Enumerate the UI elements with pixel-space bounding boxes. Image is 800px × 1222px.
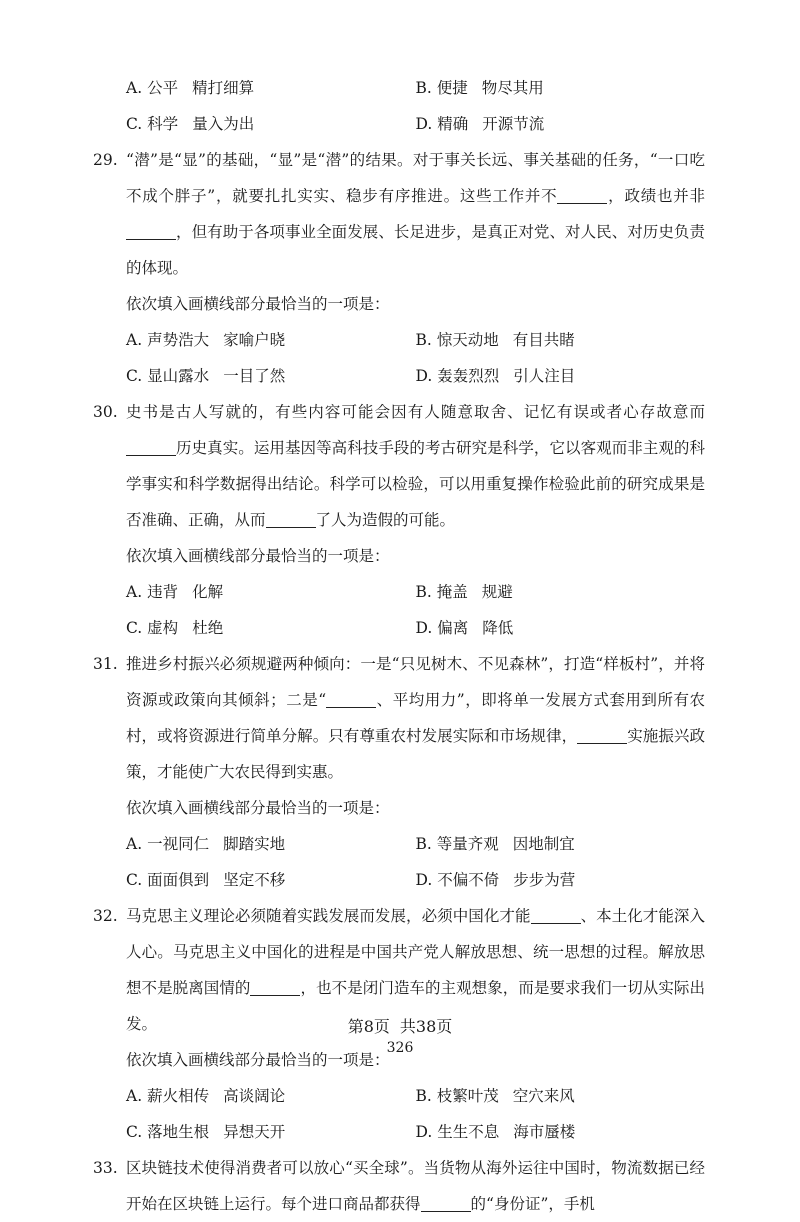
option-row	[93, 862, 705, 898]
page-indicator: 第8页	[347, 1017, 390, 1036]
question-number: 30.	[93, 403, 118, 421]
option-d: D. 精确 开源节流	[415, 115, 545, 133]
option-d: D. 轰轰烈烈 引人注目	[415, 367, 576, 385]
question-text: 推进乡村振兴必须规避两种倾向：一是“只见树木、不见森林”，打造“样板村”，并将资源或政策向其倾斜；二是“ 、平均用力”，即将单一发展方式套用到所有农村，或将资源进行简单分解。只有尊重农村发展实际和市场规律， 实施振兴政策，才能使广大农民得到实惠。	[126, 655, 705, 781]
page-footer	[0, 1014, 800, 1037]
option-row	[93, 106, 705, 142]
fill-blank	[126, 440, 176, 457]
question-text: 马克思主义理论必须随着实践发展而发展，必须中国化才能 、本土化才能深入人心。马克思主义中国化的进程是中国共产党人解放思想、统一思想的过程。解放思想不是脱离国情的 ，也不是闭门造车的主观想象，而是要求我们一切从实际出发。	[126, 907, 705, 1033]
option-c: C. 落地生根 异想天开	[126, 1123, 286, 1141]
option-b: B. 便捷 物尽其用	[415, 79, 544, 97]
option-row	[93, 322, 705, 358]
fill-blank	[326, 692, 376, 709]
fill-blank	[250, 980, 300, 997]
option-a: A. 薪火相传 高谈阔论	[126, 1087, 286, 1105]
fill-blank	[577, 728, 627, 745]
page-total: 共38页	[399, 1017, 453, 1036]
option-a: A. 声势浩大 家喻户晓	[126, 331, 286, 349]
fill-blank	[126, 224, 176, 241]
question-text: 史书是古人写就的，有些内容可能会因有人随意取舍、记忆有误或者心存故意而历史真实。运用基因等高科技手段的考古研究是科学，它以客观而非主观的科学事实和科学数据得出结论。科学可以检验，可以用重复操作检验此前的研究成果是否准确、正确，从而 了人为造假的可能。	[126, 403, 705, 529]
option-c: C. 科学 量入为出	[126, 115, 255, 133]
question-29	[93, 142, 705, 286]
fill-blank	[266, 512, 316, 529]
question-prompt: 依次填入画横线部分最恰当的一项是：	[126, 295, 390, 313]
question-number: 31.	[93, 655, 118, 673]
option-c: C. 虚构 杜绝	[126, 619, 224, 637]
option-row	[93, 70, 705, 106]
question-31	[93, 646, 705, 790]
option-b: B. 掩盖 规避	[415, 583, 513, 601]
fill-blank	[421, 1196, 471, 1213]
option-d: D. 生生不息 海市蜃楼	[415, 1123, 576, 1141]
question-number: 32.	[93, 907, 118, 925]
question-text: “潜”是“显”的基础，“显”是“潜”的结果。对于事关长远、事关基础的任务，“一口吃不成个胖子”，就要扎扎实实、稳步有序推进。这些工作并不 ，政绩也并非，但有助于各项事业全面发展、长足进步，是真正对党、对人民、对历史负责的体现。	[126, 151, 705, 277]
question-prompt: 依次填入画横线部分最恰当的一项是：	[126, 799, 390, 817]
question-prompt: 依次填入画横线部分最恰当的一项是：	[126, 1051, 390, 1069]
option-d: D. 偏离 降低	[415, 619, 514, 637]
option-b: B. 枝繁叶茂 空穴来风	[415, 1087, 575, 1105]
option-row	[93, 358, 705, 394]
option-row	[93, 1078, 705, 1114]
fill-blank	[557, 188, 607, 205]
option-row	[93, 1114, 705, 1150]
option-a: A. 公平 精打细算	[126, 79, 255, 97]
fill-blank	[531, 908, 581, 925]
option-b: B. 等量齐观 因地制宜	[415, 835, 575, 853]
option-a: A. 违背 化解	[126, 583, 224, 601]
question-number: 29.	[93, 151, 118, 169]
option-c: C. 面面俱到 坚定不移	[126, 871, 286, 889]
option-b: B. 惊天动地 有目共睹	[415, 331, 575, 349]
question-30	[93, 394, 705, 538]
option-row	[93, 574, 705, 610]
question-prompt: 依次填入画横线部分最恰当的一项是：	[126, 547, 390, 565]
option-a: A. 一视同仁 脚踏实地	[126, 835, 286, 853]
option-row	[93, 610, 705, 646]
page-number: 326	[386, 1040, 414, 1056]
option-c: C. 显山露水 一目了然	[126, 367, 286, 385]
option-d: D. 不偏不倚 步步为营	[415, 871, 576, 889]
question-33	[93, 1150, 705, 1222]
question-number: 33.	[93, 1159, 118, 1177]
option-row	[93, 826, 705, 862]
question-text: 区块链技术使得消费者可以放心“买全球”。当货物从海外运往中国时，物流数据已经开始在区块链上运行。每个进口商品都获得 的“身份证”，手机	[126, 1159, 705, 1213]
